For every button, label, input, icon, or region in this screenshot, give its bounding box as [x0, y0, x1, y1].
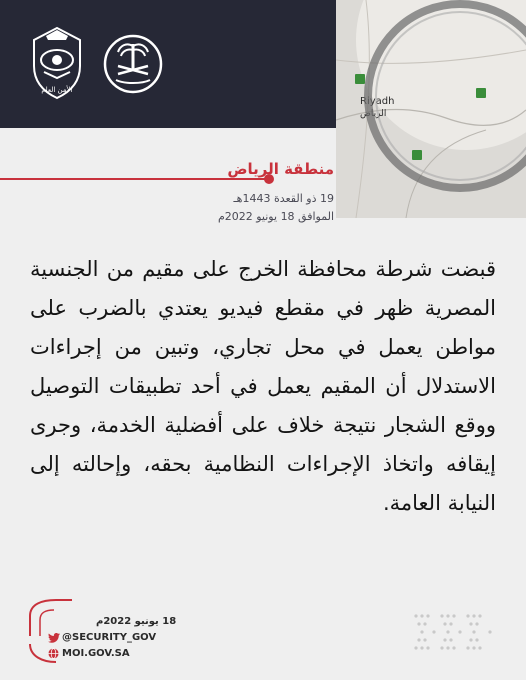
article-body: قبضت شرطة محافظة الخرج على مقيم من الجنسية المصرية ظهر في مقطع فيديو يعتدي بالضرب على مواطن يعمل في محل تجاري، وتبين من إجراءات الاستدلال أن المقيم يعمل في أحد تطبيقات التوصيل ووقع الشجار نتيجة خلاف على أفضلية الخدمة، وجرى إيقافه واتخاذ الإجراءات النظامية بحقه، وإحالته إلى النيابة العامة.: [30, 257, 496, 515]
region-title: منطقة الرياض: [227, 160, 334, 178]
map-city-ar: الرياض: [360, 109, 387, 119]
decorative-dot-pattern-icon: [412, 612, 496, 652]
saudi-emblem-icon: [102, 26, 164, 102]
hijri-date: 19 ذو القعدة 1443هـ: [233, 192, 334, 205]
footer-website[interactable]: MOI.GOV.SA: [62, 648, 130, 659]
emblem-label: الأمن العام: [41, 86, 73, 94]
region-block: [218, 160, 334, 226]
map-illustration: [336, 0, 526, 218]
footer-twitter-handle[interactable]: @SECURITY_GOV: [62, 632, 157, 643]
gregorian-date: الموافق 18 يونيو 2022م: [217, 210, 334, 223]
map-city-en: Riyadh: [360, 96, 395, 107]
footer-date: 18 يونيو 2022م: [96, 616, 177, 627]
twitter-icon: [48, 633, 60, 643]
public-security-emblem-icon: [26, 26, 88, 102]
globe-icon: [48, 648, 59, 659]
logos: [26, 26, 164, 102]
riyadh-map-photo: [336, 0, 526, 218]
